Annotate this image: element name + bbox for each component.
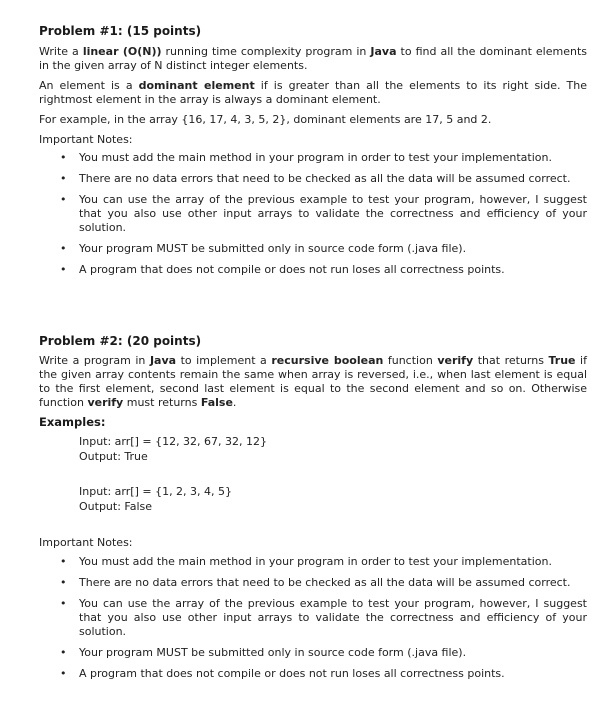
example-output: Output: False [79,500,153,513]
problem-1-definition: An element is a dominant element if is greater than all the elements to its right side. The rightmost element in the array is always a dominant element. [39,79,587,106]
bullet-icon: • [60,151,67,164]
example-input: Input: arr[] = {12, 32, 67, 32, 12} [79,435,268,448]
problem-1 [39,24,587,284]
bullet-icon: • [60,555,67,568]
problem-2-examples-label: Examples: [39,415,106,429]
bullet-icon: • [60,667,67,680]
list-item: • Your program MUST be submitted only in source code form (.java file). [60,242,467,255]
example-input: Input: arr[] = {1, 2, 3, 4, 5} [79,485,233,498]
list-item: • You must add the main method in your program in order to test your implementation. [60,151,552,164]
bullet-icon: • [60,172,67,185]
list-item: • You must add the main method in your program in order to test your implementation. [60,555,552,568]
bullet-icon: • [60,597,67,610]
problem-2-notes-list [39,555,587,681]
list-item: • You can use the array of the previous example to test your program, however, I suggest that you also use other input arrays to validate the correctness and efficiency of your solution. [60,597,587,638]
list-item: • You can use the array of the previous example to test your program, however, I suggest that you also use other input arrays to validate the correctness and efficiency of your solution. [60,193,587,234]
problem-1-notes-label: Important Notes: [39,133,133,146]
list-item: • There are no data errors that need to be checked as all the data will be assumed correct. [60,172,571,185]
example-block-2 [39,484,587,514]
bullet-icon: • [60,193,67,206]
problem-1-example: For example, in the array {16, 17, 4, 3, 5, 2}, dominant elements are 17, 5 and 2. [39,113,492,126]
list-item: • A program that does not compile or does not run loses all correctness points. [60,263,505,276]
problem-1-title: Problem #1: (15 points) [39,24,202,38]
list-item: • There are no data errors that need to be checked as all the data will be assumed correct. [60,576,571,589]
list-item: • Your program MUST be submitted only in source code form (.java file). [60,646,467,659]
problem-1-intro: Write a linear (O(N)) running time complexity program in Java to find all the dominant elements in the given array of N distinct integer elements. [39,45,587,72]
problem-2-notes-label: Important Notes: [39,536,133,549]
example-block-1 [39,434,587,464]
example-output: Output: True [79,450,148,463]
bullet-icon: • [60,263,67,276]
list-item: • A program that does not compile or does not run loses all correctness points. [60,667,505,680]
problem-1-notes-list [39,151,587,277]
bullet-icon: • [60,242,67,255]
bullet-icon: • [60,576,67,589]
bullet-icon: • [60,646,67,659]
problem-2 [39,334,587,688]
problem-2-intro: Write a program in Java to implement a recursive boolean function verify that returns True if the given array contents remain the same when array is reversed, i.e., when last element is equal to the first element, second last element is equal to the second element and so on. Otherwise function verify must returns False. [39,354,587,409]
problem-2-title: Problem #2: (20 points) [39,334,202,348]
